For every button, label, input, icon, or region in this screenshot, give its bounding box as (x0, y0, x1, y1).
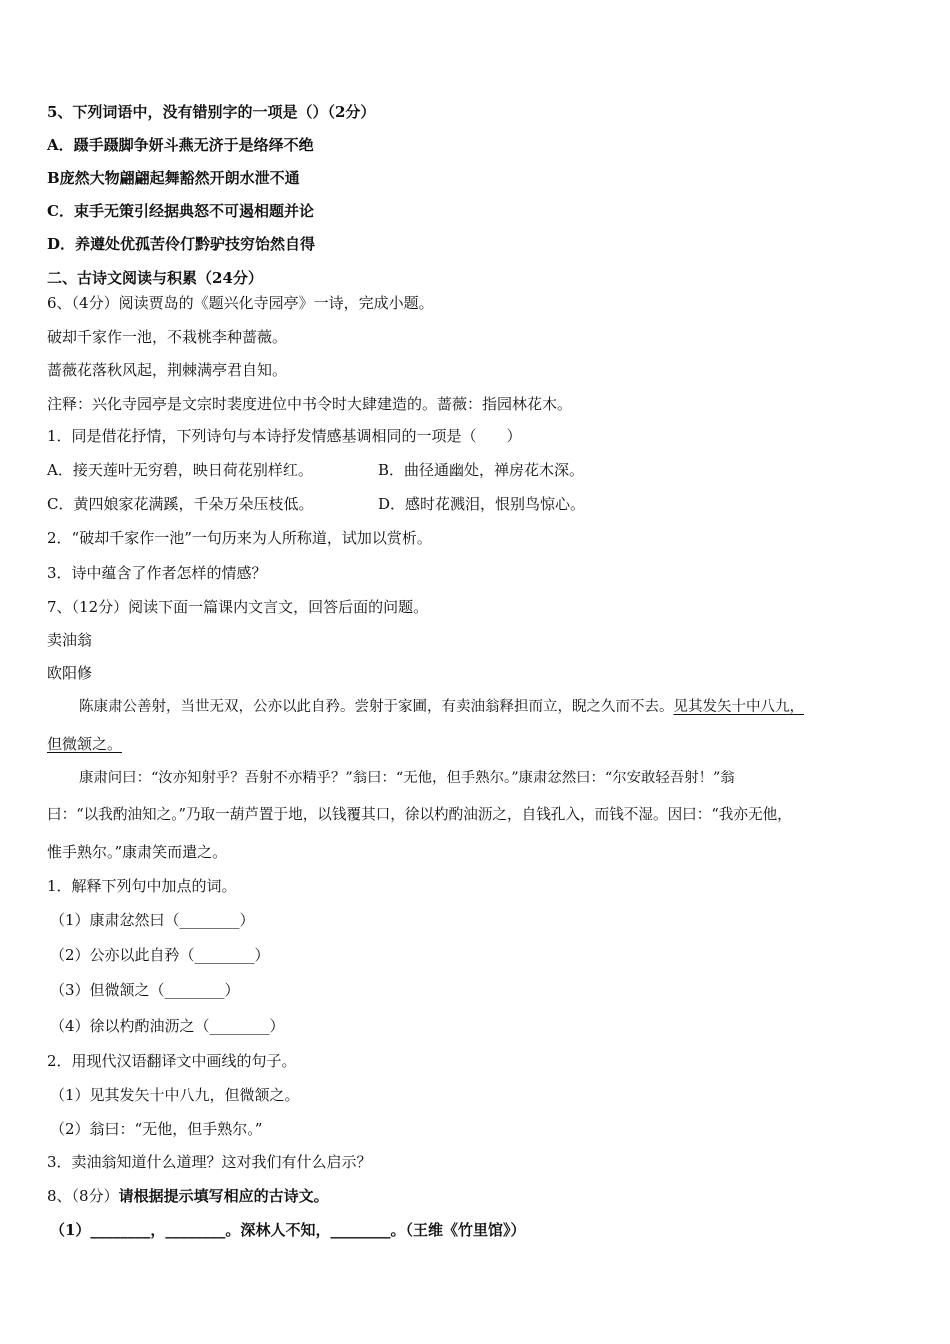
q5-option-a: A．蹑手蹑脚争妍斗燕无济于是络绎不绝 (47, 136, 314, 154)
q7-stem: 7、（12分）阅读下面一篇课内文言文，回答后面的问题。 (47, 598, 429, 616)
q8-stem-number: 8、（8分） (47, 1187, 119, 1205)
q6-option-d: D．感时花溅泪，恨别鸟惊心。 (378, 495, 586, 513)
q7-sub1-item-1: （1）康肃忿然曰（________） (50, 911, 255, 929)
q6-sub1: 1．同是借花抒情，下列诗句与本诗抒发情感基调相同的一项是（ ） (47, 427, 522, 445)
q6-sub3: 3．诗中蕴含了作者怎样的情感？ (47, 564, 267, 582)
q8-stem-text: 请根据提示填写相应的古诗文。 (118, 1187, 329, 1205)
q6-poem-line-1: 破却千家作一池，不栽桃李种蔷薇。 (47, 328, 288, 346)
q7-paragraph-2-line-3: 惟手熟尔。”康肃笑而遣之。 (47, 843, 228, 861)
q5-option-d: D．养遵处优孤苦伶仃黔驴技穷饴然自得 (47, 235, 316, 253)
q7-sub2: 2．用现代汉语翻译文中画线的句子。 (47, 1052, 297, 1070)
q8-stem (47, 1186, 329, 1206)
q7-sub1: 1．解释下列句中加点的词。 (47, 877, 237, 895)
q7-p1-underlined: 见其发矢十中八九， (673, 699, 804, 715)
q7-sub2-item-1: （1）见其发矢十中八九，但微颔之。 (50, 1086, 300, 1104)
q6-option-b: B．曲径通幽处，禅房花木深。 (378, 461, 585, 479)
q6-sub2: 2．“破却千家作一池”一句历来为人所称道，试加以赏析。 (47, 529, 432, 547)
q7-paragraph-1-line-2: 但微颔之。 (47, 735, 123, 753)
q7-paragraph-1-line-1 (79, 697, 804, 717)
q7-sub1-item-3: （3）但微颔之（________） (50, 981, 240, 999)
q6-poem-line-2: 蔷薇花落秋风起，荆棘满亭君自知。 (47, 361, 288, 379)
q7-paragraph-2-line-1: 康肃问曰：“汝亦知射乎？吾射不亦精乎？”翁曰：“无他，但手熟尔。”康肃忿然曰：“尔安敢轻吾射！”翁 (79, 770, 735, 786)
q7-paragraph-2-line-2: 曰：“以我酌油知之。”乃取一葫芦置于地，以钱覆其口，徐以杓酌油沥之，自钱孔入，而钱不湿。因曰：“我亦无他， (47, 806, 792, 823)
q7-passage-title: 卖油翁 (47, 631, 93, 649)
q5-option-b: B庞然大物翩翩起舞豁然开朗水泄不通 (47, 169, 300, 187)
q7-sub3: 3．卖油翁知道什么道理？这对我们有什么启示？ (47, 1153, 372, 1171)
q6-note: 注释：兴化寺园亭是文宗时裴度进位中书令时大肆建造的。蔷薇：指园林花木。 (47, 395, 573, 413)
q6-stem: 6、（4分）阅读贾岛的《题兴化寺园亭》一诗，完成小题。 (47, 294, 434, 312)
q7-sub1-item-4: （4）徐以杓酌油沥之（________） (50, 1017, 285, 1035)
q5-stem: 5、下列词语中，没有错别字的一项是（）（2分） (47, 103, 376, 121)
q6-option-a: A．接天莲叶无穷碧，映日荷花别样红。 (47, 461, 313, 479)
q6-option-c: C．黄四娘家花满蹊，千朵万朵压枝低。 (47, 495, 314, 513)
q7-p1-plain: 陈康肃公善射，当世无双，公亦以此自矜。尝射于家圃，有卖油翁释担而立，睨之久而不去。 (79, 699, 674, 715)
q7-passage-author: 欧阳修 (47, 664, 93, 682)
section2-heading: 二、古诗文阅读与积累（24分） (47, 269, 263, 287)
q8-item-1: （1）________，________。深林人不知，________。（王维《竹里馆》） (50, 1221, 526, 1239)
q5-option-c: C．束手无策引经据典怒不可遏相题并论 (47, 202, 314, 220)
q7-sub2-item-2: （2）翁曰：“无他，但手熟尔。” (50, 1120, 263, 1138)
q7-sub1-item-2: （2）公亦以此自矜（________） (50, 946, 270, 964)
